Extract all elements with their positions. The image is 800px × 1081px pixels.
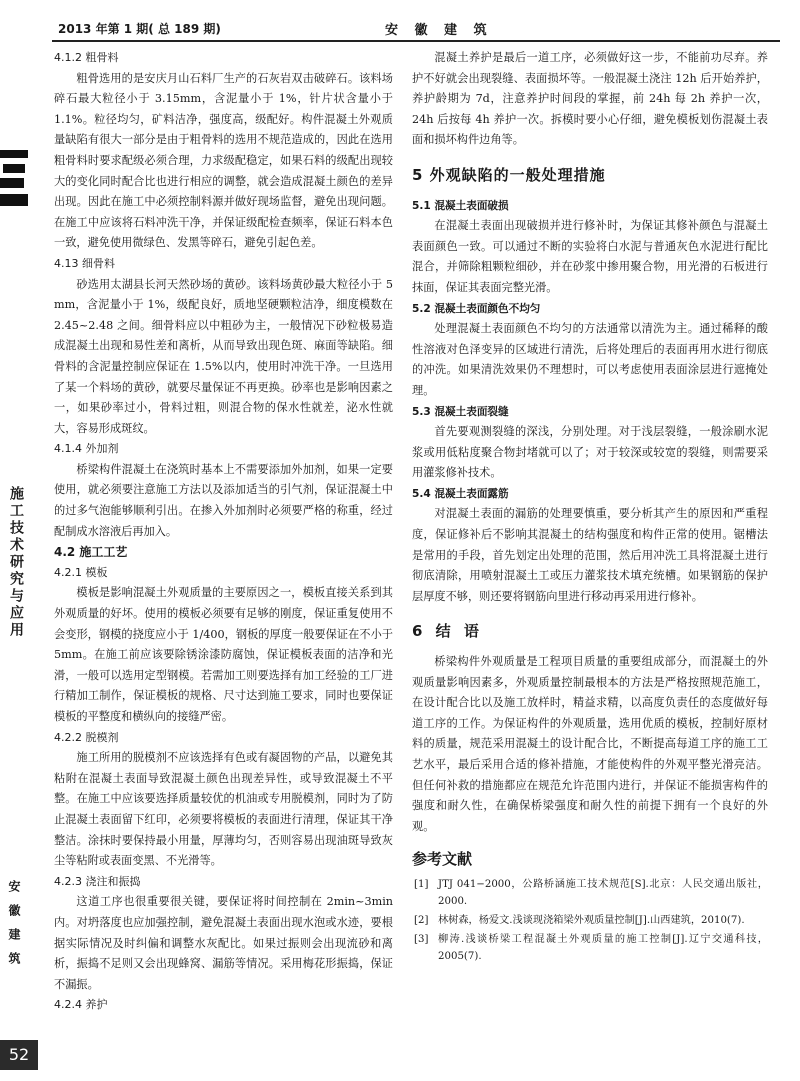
subsection-heading: 4.1.2 粗骨料 — [54, 51, 119, 64]
subsection-heading: 5.4 混凝土表面露筋 — [412, 487, 509, 500]
paragraph: 对混凝土表面的漏筋的处理要慎重，要分析其产生的原因和严重程度，保证修补后不影响其混凝土的结构强度和构件正常的使用。锯槽法是常用的手段，首先划定出处理的范围，然后用冲洗工具将混凝土进行彻底清除，用喷射混凝土工或压力灌浆技术填充统槽。如果钢筋的保护层厚度不够，则还要将钢筋向里进行移动再采用进行修补。 — [412, 507, 768, 603]
reference-text: 柳涛.浅谈桥梁工程混凝土外观质量的施工控制[J].辽宁交通科技，2005(7). — [438, 933, 768, 962]
column-title-vertical: 施工技术研究与应用 — [8, 486, 24, 639]
reference-text: 林树森，杨爱文.浅谈现浇箱梁外观质量控制[J].山西建筑，2010(7). — [438, 914, 745, 926]
page-header — [30, 16, 780, 42]
subsection-heading: 4.2.3 浇注和振捣 — [54, 874, 141, 888]
references-heading: 参考文献 — [412, 850, 473, 869]
issue-label: 2013 年第 1 期( 总 189 期) — [58, 22, 221, 36]
reference-number: [1] — [414, 878, 429, 890]
paragraph: 处理混凝土表面颜色不均匀的方法通常以清洗为主。通过稀释的酸性溶液对色泽变异的区域进行清洗，后将处理后的表面再用水进行彻底的冲洗。如果清洗效果仍不理想时，可以考虑使用表面涂层进行遮掩处理。 — [412, 322, 768, 397]
subsection-heading: 4.1.4 外加剂 — [54, 442, 119, 456]
section-heading: 6 结 语 — [412, 622, 483, 641]
paragraph: 在混凝土表面出现破损并进行修补时，为保证其修补颜色与混凝土表面颜色一致。可以通过不断的实验将白水泥与普通灰色水泥进行配比混合，并筛除粗颗粒细砂，并在砂浆中掺用聚合物，用光滑的石板进行抹面，保证其表面完整光滑。 — [412, 219, 768, 294]
paragraph: 桥梁构件混凝土在浇筑时基本上不需要添加外加剂，如果一定要使用，就必须要注意施工方法以及添加适当的引气剂，保证混凝土中的过多气泡能够顺利引出。在掺入外加剂时必须要严格的称重，经过配制成水溶液后再加入。 — [54, 462, 393, 538]
paragraph: 桥梁构件外观质量是工程项目质量的重要组成部分，而混凝土的外观质量影响因素多，外观质量控制最根本的方法是严格按照规范施工，在设计配合比以及施工放样时，精益求精，以高度负责任的态度做好每道工序的工作。为保证构件的外观质量，选用优质的模板，控制好原材料的质量，规范采用混凝土的设计配合比，不断提高每道工序的施工工艺水平，最后采用合适的修补措施，才能使构件的外观平整光滑亮洁。但任何补救的措施都应在规范允许范围内进行，并保证不能损害构件的强度和耐久性，在确保桥梁强度和耐久性的前提下拥有一个良好的外观。 — [412, 655, 768, 833]
header-rule — [52, 40, 780, 42]
paragraph: 首先要观测裂缝的深浅，分别处理。对于浅层裂缝，一般涂刷水泥浆或用低粘度聚合物封堵就可以了；对于较深或较宽的裂缝，则需要采用灌浆修补技术。 — [412, 425, 768, 480]
subsection-heading: 5.3 混凝土表面裂缝 — [412, 405, 509, 418]
reference-number: [2] — [414, 914, 429, 926]
paragraph: 砂选用太湖县长河天然砂场的黄砂。该料场黄砂最大粒径小于 5 mm，含泥量小于 1%，级配良好，质地坚硬颗粒洁净，细度模数在 2.45~2.48 之间。细骨料应以中粗砂为主，一般情况下砂粒极易造成混凝土出现和易性差和离析，从而导致出现色斑、麻面等缺陷。细骨料的含泥量控制应保证在 1.5%以内，使用时冲洗干净。一旦选用了某一个料场的黄砂，就要尽量保证不再更换。砂率也是影响因素之一，如果砂率过小，骨料过粗，则混合物的保水性就差，泌水性就大，容易形成斑纹。 — [54, 277, 393, 435]
subsection-heading: 5.2 混凝土表面颜色不均匀 — [412, 302, 541, 315]
paragraph: 模板是影响混凝土外观质量的主要原因之一，模板直接关系到其外观质量的好坏。使用的模板必须要有足够的刚度，保证重复使用不会变形，钢模的挠度应小于 1/400，钢板的厚度一般要保证在不小于 5mm。在施工前应该要除锈涂漆防腐蚀，保证模板表面的洁净和光滑，一般可以选用定型钢模。若需加工则要选择有加工经验的工厂进行精加工制作，保证模板的规格、尺寸达到施工要求，同时也要保证模板的平整度和横纵向的接缝严密。 — [54, 586, 393, 723]
section-heading: 4.2 施工工艺 — [54, 545, 128, 560]
paragraph: 施工所用的脱模剂不应该选择有色或有凝固物的产品，以避免其粘附在混凝土表面导致混凝土颜色出现差异性，或导致混凝土不平整。在施工中应该要选择质量较优的机油或专用脱模剂，同时为了防止混凝土表面留下红印，必须要将模板的表面进行清理，保证其干净整洁。涂抹时要保持最小用量，厚薄均匀，否则容易出现油斑导致灰尘等粘附或表面变黑、不光滑等。 — [54, 751, 393, 868]
left-column — [54, 48, 393, 1016]
subsection-heading: 4.2.2 脱模剂 — [54, 730, 119, 744]
subsection-heading: 5.1 混凝土表面破损 — [412, 199, 509, 212]
reference-item — [412, 931, 768, 965]
reference-text: JTJ 041−2000，公路桥涵施工技术规范[S].北京：人民交通出版社，2000. — [438, 878, 768, 907]
subsection-heading: 4.2.4 养护 — [54, 998, 108, 1012]
section-heading: 5 外观缺陷的一般处理措施 — [412, 165, 606, 184]
journal-name-vertical: 安徽建筑 — [7, 880, 21, 976]
journal-name: 安 徽 建 筑 — [385, 23, 493, 38]
reference-item — [412, 876, 768, 910]
column-logo-icon — [0, 150, 28, 206]
paragraph: 这道工序也很重要很关键，要保证将时间控制在 2min~3min 内。对坍落度也应加强控制，避免混凝土表面出现水泡或水迹，要根据实际情况及时纠偏和调整水灰配比。如果过振则会出现流砂和离析，振捣不足则又会出现蜂窝、漏筋等情况。采用梅花形振捣，保证不漏振。 — [54, 895, 393, 991]
reference-number: [3] — [414, 933, 429, 945]
paragraph: 混凝土养护是最后一道工序，必须做好这一步，不能前功尽弃。养护不好就会出现裂缝、表面损坏等。一般混凝土浇注 12h 后开始养护，养护龄期为 7d，注意养护时间段的掌握，前 24h 每 2h 养护一次，24h 后按每 4h 养护一次。拆模时要小心仔细，避免模板划伤混凝土表面和损坏构件边角等。 — [412, 51, 768, 147]
subsection-heading: 4.13 细骨料 — [54, 256, 115, 270]
subsection-heading: 4.2.1 模板 — [54, 565, 108, 579]
page-number: 52 — [0, 1040, 38, 1070]
paragraph: 粗骨选用的是安庆月山石料厂生产的石灰岩双击破碎石。该料场碎石最大粒径小于 3.15mm，含泥量小于 1%，针片状含量小于 1.1%。粒径均匀，矿料洁净，强度高，级配好。构件混凝土外观质量缺陷有很大一部分是由于粗骨料的选用不规范造成的，因此在选用粗骨料时要求配级必须合理，力求级配稳定，如果石料的级配出现较大的变化同时配合比也进行相应的调整，就会造成混凝土颜色的差异出现。因此在施工中必须控制料源并做好现场监督，避免出现问题。在施工中应该将石料冲洗干净，并保证级配检查频率，保证石料本色一致，避免使用微绿色、发黑等碎石，避免引起色差。 — [54, 71, 393, 250]
right-column — [412, 48, 768, 967]
reference-item — [412, 912, 768, 929]
